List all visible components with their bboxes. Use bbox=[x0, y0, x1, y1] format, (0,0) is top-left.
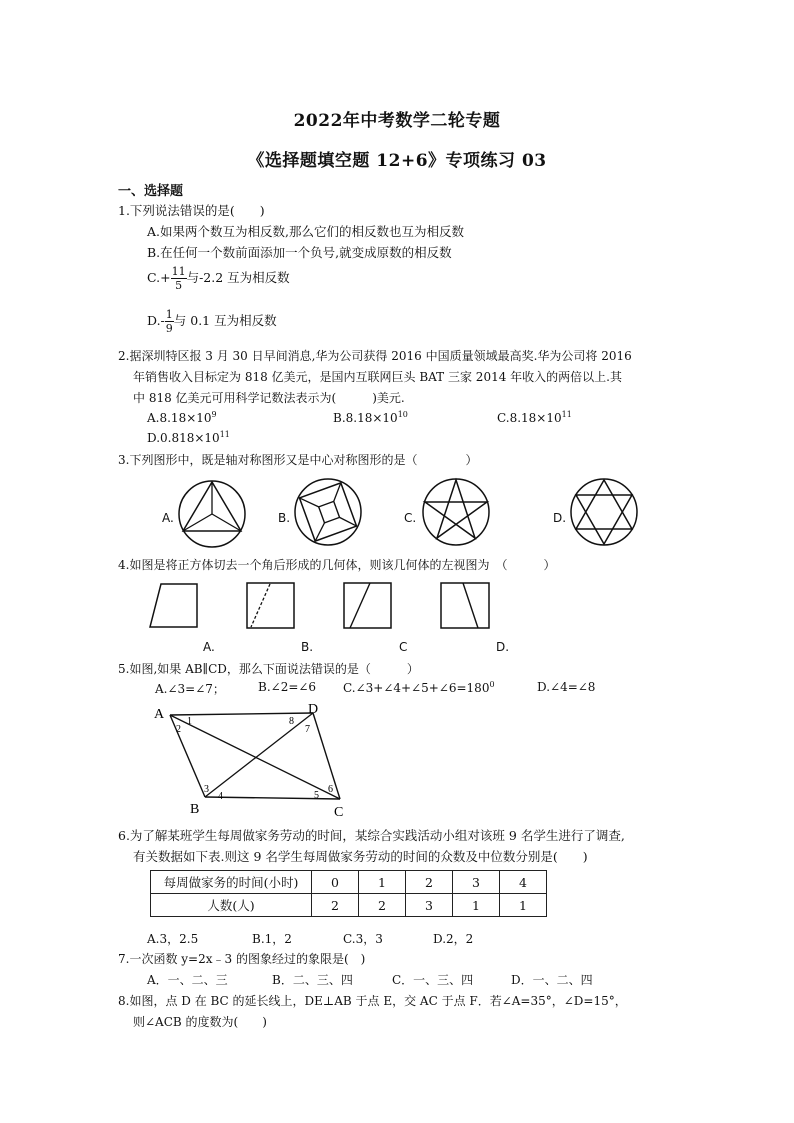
q6-option-a: A.3，2.5 bbox=[147, 932, 199, 946]
q1-c-numerator: 11 bbox=[171, 265, 186, 278]
q4-label-a: A. bbox=[203, 640, 215, 654]
diagonal-ac bbox=[170, 715, 340, 799]
angle-1-label: 1 bbox=[187, 716, 192, 727]
q2-b-exponent: 10 bbox=[397, 410, 408, 419]
q4-label-c: C bbox=[399, 640, 408, 654]
angle-5-label: 5 bbox=[314, 790, 319, 801]
q5-c-base: C.∠3+∠4+∠5+∠6=180 bbox=[343, 681, 490, 695]
q3-label-c: C. bbox=[404, 511, 417, 525]
table-cell: 1 bbox=[359, 871, 406, 894]
q1-c-denominator: 5 bbox=[175, 279, 183, 292]
segment-bc bbox=[205, 797, 340, 799]
point-c-label: C bbox=[334, 805, 344, 820]
q6-option-c: C.3，3 bbox=[343, 932, 383, 946]
q2-d-base: D.0.818×10 bbox=[147, 431, 220, 445]
segment-dc bbox=[313, 713, 340, 799]
q7-option-d: D．一、二、四 bbox=[511, 973, 593, 987]
table-cell: 3 bbox=[453, 871, 500, 894]
q2-line-2: 年销售收入目标定为 818 亿美元，是国内互联网巨头 BAT 三家 2014 年收入的两倍以上.其 bbox=[133, 370, 622, 384]
q4-figure-c bbox=[343, 582, 393, 630]
q6-data-table bbox=[150, 870, 547, 917]
q3-stem: 3.下列图形中，既是轴对称图形又是中心对称图形的是（ ） bbox=[118, 453, 478, 467]
table-row bbox=[151, 871, 547, 894]
q5-option-a: A.∠3=∠7； bbox=[155, 682, 225, 696]
q1-stem: 1.下列说法错误的是( ) bbox=[118, 203, 265, 218]
angle-8-label: 8 bbox=[289, 716, 294, 727]
q1-d-fraction bbox=[165, 308, 174, 335]
table-cell: 1 bbox=[453, 894, 500, 917]
q1-d-denominator: 9 bbox=[165, 322, 173, 335]
table-cell: 2 bbox=[312, 894, 359, 917]
q1-c-prefix: C.+ bbox=[147, 270, 171, 285]
q8-line-2: 则∠ACB 的度数为( ) bbox=[133, 1015, 267, 1029]
point-a-label: A bbox=[154, 707, 165, 722]
q1-c-fraction bbox=[171, 265, 187, 292]
q3-figure-b bbox=[292, 476, 364, 548]
q1-option-c bbox=[147, 265, 290, 292]
q3-label-b: B. bbox=[278, 511, 291, 525]
q5-parallelogram-figure bbox=[150, 700, 360, 820]
q1-option-a: A.如果两个数互为相反数,那么它们的相反数也互为相反数 bbox=[147, 224, 464, 239]
q4-label-b: B. bbox=[301, 640, 314, 654]
angle-4-label: 4 bbox=[218, 791, 223, 802]
q1-option-b: B.在任何一个数前面添加一个负号,就变成原数的相反数 bbox=[147, 245, 452, 260]
table-row bbox=[151, 894, 547, 917]
table-cell: 4 bbox=[500, 871, 547, 894]
q3-figure-a bbox=[176, 478, 248, 550]
table-cell: 0 bbox=[312, 871, 359, 894]
q7-option-b: B．二、三、四 bbox=[272, 973, 353, 987]
angle-6-label: 6 bbox=[328, 784, 333, 795]
q6-option-b: B.1，2 bbox=[252, 932, 292, 946]
q7-option-c: C．一、三、四 bbox=[392, 973, 474, 987]
section-heading: 一、选择题 bbox=[118, 184, 184, 199]
diagonal-bd bbox=[205, 713, 313, 797]
q6-line-2: 有关数据如下表.则这 9 名学生每周做家务劳动的时间的众数及中位数分别是( ) bbox=[133, 849, 588, 864]
q2-line-1: 2.据深圳特区报 3 月 30 日早间消息,华为公司获得 2016 中国质量领域最高奖.华为公司将 2016 bbox=[118, 349, 632, 363]
q2-d-exponent: 11 bbox=[219, 430, 230, 439]
q5-option-c bbox=[343, 680, 495, 695]
q8-line-1: 8.如图，点 D 在 BC 的延长线上，DE⊥AB 于点 E，交 AC 于点 F．若∠A=35°，∠D=15°， bbox=[118, 994, 627, 1008]
q5-option-d: D.∠4=∠8 bbox=[537, 680, 596, 694]
q4-figure-b bbox=[246, 582, 296, 630]
q1-d-suffix: 与 0.1 互为相反数 bbox=[173, 313, 277, 328]
q3-label-d: D. bbox=[553, 511, 567, 525]
q2-c-base: C.8.18×10 bbox=[497, 411, 562, 425]
q3-label-a: A. bbox=[162, 511, 174, 525]
q3-figure-d bbox=[568, 476, 640, 548]
q2-c-exponent: 11 bbox=[561, 410, 572, 419]
q4-figure-a bbox=[148, 583, 200, 629]
q3-figure-c bbox=[420, 476, 492, 548]
q6-option-d: D.2，2 bbox=[433, 932, 474, 946]
point-b-label: B bbox=[190, 802, 200, 817]
q2-option-c bbox=[497, 410, 572, 425]
q6-line-1: 6.为了解某班学生每周做家务劳动的时间，某综合实践活动小组对该班 9 名学生进行了调查, bbox=[118, 828, 625, 843]
q1-d-prefix: D.- bbox=[147, 313, 165, 328]
q2-a-base: A.8.18×10 bbox=[147, 411, 212, 425]
q2-a-exponent: 9 bbox=[211, 410, 217, 419]
q2-option-a bbox=[147, 410, 217, 425]
q2-line-3: 中 818 亿美元可用科学记数法表示为( )美元. bbox=[133, 391, 405, 405]
table-cell: 3 bbox=[406, 894, 453, 917]
q4-label-d: D. bbox=[496, 640, 510, 654]
segment-ad bbox=[170, 713, 313, 715]
q4-figure-d bbox=[440, 582, 492, 630]
q5-stem: 5.如图,如果 AB∥CD，那么下面说法错误的是（ ） bbox=[118, 662, 419, 676]
q1-d-numerator: 1 bbox=[165, 308, 173, 321]
q4-stem: 4.如图是将正方体切去一个角后形成的几何体，则该几何体的左视图为 （ ） bbox=[118, 558, 556, 572]
q7-option-a: A．一、二、三 bbox=[147, 973, 228, 987]
table-cell: 1 bbox=[500, 894, 547, 917]
q2-option-b bbox=[333, 410, 408, 425]
q5-option-b: B.∠2=∠6 bbox=[258, 680, 317, 694]
q7-stem: 7.一次函数 y=2x﹣3 的图象经过的象限是( ) bbox=[118, 952, 366, 966]
angle-3-label: 3 bbox=[204, 784, 209, 795]
q2-option-d bbox=[147, 430, 230, 445]
table-header-cell: 人数(人) bbox=[151, 894, 312, 917]
page-subtitle: 《选择题填空题 12+6》专项练习 03 bbox=[247, 151, 547, 171]
q1-c-suffix: 与-2.2 互为相反数 bbox=[186, 270, 290, 285]
page-title: 2022年中考数学二轮专题 bbox=[293, 111, 501, 131]
angle-2-label: 2 bbox=[176, 724, 181, 735]
table-header-cell: 每周做家务的时间(小时) bbox=[151, 871, 312, 894]
q5-c-exponent: 0 bbox=[489, 680, 495, 689]
angle-7-label: 7 bbox=[305, 724, 310, 735]
q2-b-base: B.8.18×10 bbox=[333, 411, 398, 425]
table-cell: 2 bbox=[406, 871, 453, 894]
q1-option-d bbox=[147, 308, 277, 335]
table-cell: 2 bbox=[359, 894, 406, 917]
point-d-label: D bbox=[308, 702, 319, 717]
